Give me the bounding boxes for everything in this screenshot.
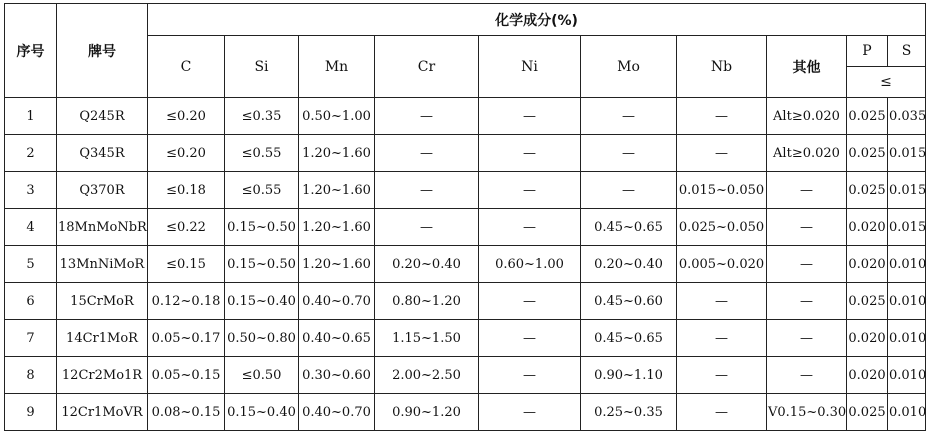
cell-ni: — bbox=[479, 209, 581, 246]
cell-c: 0.12~0.18 bbox=[148, 283, 225, 320]
cell-seq: 1 bbox=[5, 98, 57, 135]
header-si: Si bbox=[225, 36, 299, 98]
cell-s: 0.010 bbox=[888, 246, 926, 283]
chemical-composition-table bbox=[4, 3, 926, 431]
cell-cr: 0.90~1.20 bbox=[375, 394, 479, 431]
cell-mn: 0.30~0.60 bbox=[299, 357, 375, 394]
cell-grade: 12Cr2Mo1R bbox=[57, 357, 148, 394]
cell-nb: 0.005~0.020 bbox=[677, 246, 767, 283]
cell-si: 0.15~0.40 bbox=[225, 283, 299, 320]
cell-p: 0.025 bbox=[847, 394, 888, 431]
cell-grade: Q345R bbox=[57, 135, 148, 172]
cell-other: V0.15~0.30 bbox=[767, 394, 847, 431]
cell-cr: — bbox=[375, 98, 479, 135]
cell-grade: Q370R bbox=[57, 172, 148, 209]
cell-cr: — bbox=[375, 209, 479, 246]
header-nb: Nb bbox=[677, 36, 767, 98]
cell-other: — bbox=[767, 172, 847, 209]
cell-nb: — bbox=[677, 394, 767, 431]
header-mo: Mo bbox=[581, 36, 677, 98]
header-composition: 化学成分(%) bbox=[148, 4, 926, 36]
cell-mo: 0.25~0.35 bbox=[581, 394, 677, 431]
cell-c: ≤0.20 bbox=[148, 98, 225, 135]
header-s: S bbox=[888, 36, 926, 67]
header-ni: Ni bbox=[479, 36, 581, 98]
header-mn: Mn bbox=[299, 36, 375, 98]
cell-mn: 1.20~1.60 bbox=[299, 135, 375, 172]
cell-ni: — bbox=[479, 98, 581, 135]
header-max-symbol: ≤ bbox=[847, 67, 926, 98]
cell-nb: 0.015~0.050 bbox=[677, 172, 767, 209]
cell-c: ≤0.15 bbox=[148, 246, 225, 283]
cell-s: 0.035 bbox=[888, 98, 926, 135]
cell-mn: 0.40~0.70 bbox=[299, 394, 375, 431]
cell-grade: 15CrMoR bbox=[57, 283, 148, 320]
cell-grade: 13MnNiMoR bbox=[57, 246, 148, 283]
cell-grade: Q245R bbox=[57, 98, 148, 135]
composition-table-sheet bbox=[4, 3, 926, 432]
cell-ni: — bbox=[479, 172, 581, 209]
cell-other: Alt≥0.020 bbox=[767, 135, 847, 172]
cell-nb: — bbox=[677, 357, 767, 394]
header-cr: Cr bbox=[375, 36, 479, 98]
cell-mo: 0.45~0.65 bbox=[581, 209, 677, 246]
cell-p: 0.020 bbox=[847, 246, 888, 283]
cell-cr: 1.15~1.50 bbox=[375, 320, 479, 357]
cell-ni: — bbox=[479, 283, 581, 320]
table-row bbox=[5, 98, 926, 135]
cell-mo: 0.20~0.40 bbox=[581, 246, 677, 283]
cell-ni: — bbox=[479, 357, 581, 394]
cell-grade: 12Cr1MoVR bbox=[57, 394, 148, 431]
cell-mo: — bbox=[581, 135, 677, 172]
cell-cr: — bbox=[375, 172, 479, 209]
cell-seq: 9 bbox=[5, 394, 57, 431]
cell-other: — bbox=[767, 209, 847, 246]
cell-si: ≤0.55 bbox=[225, 172, 299, 209]
cell-c: ≤0.20 bbox=[148, 135, 225, 172]
table-row bbox=[5, 394, 926, 431]
cell-seq: 7 bbox=[5, 320, 57, 357]
cell-cr: 0.80~1.20 bbox=[375, 283, 479, 320]
cell-c: 0.05~0.15 bbox=[148, 357, 225, 394]
table-row bbox=[5, 357, 926, 394]
table-row bbox=[5, 172, 926, 209]
cell-p: 0.025 bbox=[847, 172, 888, 209]
cell-seq: 4 bbox=[5, 209, 57, 246]
table-row bbox=[5, 209, 926, 246]
table-row bbox=[5, 283, 926, 320]
cell-cr: 2.00~2.50 bbox=[375, 357, 479, 394]
cell-p: 0.020 bbox=[847, 209, 888, 246]
cell-p: 0.020 bbox=[847, 320, 888, 357]
cell-s: 0.010 bbox=[888, 357, 926, 394]
cell-mn: 1.20~1.60 bbox=[299, 172, 375, 209]
cell-p: 0.025 bbox=[847, 135, 888, 172]
cell-mo: 0.90~1.10 bbox=[581, 357, 677, 394]
cell-si: 0.50~0.80 bbox=[225, 320, 299, 357]
cell-seq: 6 bbox=[5, 283, 57, 320]
cell-mn: 0.40~0.65 bbox=[299, 320, 375, 357]
cell-mn: 0.40~0.70 bbox=[299, 283, 375, 320]
cell-s: 0.015 bbox=[888, 135, 926, 172]
cell-cr: 0.20~0.40 bbox=[375, 246, 479, 283]
cell-ni: — bbox=[479, 135, 581, 172]
table-body bbox=[5, 98, 926, 431]
cell-seq: 5 bbox=[5, 246, 57, 283]
table-row bbox=[5, 246, 926, 283]
cell-si: 0.15~0.40 bbox=[225, 394, 299, 431]
cell-nb: — bbox=[677, 135, 767, 172]
cell-p: 0.025 bbox=[847, 98, 888, 135]
header-seq: 序号 bbox=[5, 4, 57, 98]
cell-c: 0.08~0.15 bbox=[148, 394, 225, 431]
cell-c: ≤0.22 bbox=[148, 209, 225, 246]
cell-other: — bbox=[767, 246, 847, 283]
cell-si: ≤0.50 bbox=[225, 357, 299, 394]
cell-mn: 0.50~1.00 bbox=[299, 98, 375, 135]
cell-p: 0.020 bbox=[847, 357, 888, 394]
table-row bbox=[5, 320, 926, 357]
cell-seq: 8 bbox=[5, 357, 57, 394]
cell-ni: 0.60~1.00 bbox=[479, 246, 581, 283]
cell-ni: — bbox=[479, 320, 581, 357]
cell-c: ≤0.18 bbox=[148, 172, 225, 209]
cell-p: 0.025 bbox=[847, 283, 888, 320]
table-row bbox=[5, 135, 926, 172]
cell-other: — bbox=[767, 320, 847, 357]
cell-si: 0.15~0.50 bbox=[225, 246, 299, 283]
cell-cr: — bbox=[375, 135, 479, 172]
cell-other: — bbox=[767, 283, 847, 320]
cell-mo: — bbox=[581, 98, 677, 135]
cell-si: ≤0.55 bbox=[225, 135, 299, 172]
header-c: C bbox=[148, 36, 225, 98]
cell-si: ≤0.35 bbox=[225, 98, 299, 135]
cell-seq: 3 bbox=[5, 172, 57, 209]
cell-grade: 14Cr1MoR bbox=[57, 320, 148, 357]
cell-s: 0.010 bbox=[888, 320, 926, 357]
cell-nb: 0.025~0.050 bbox=[677, 209, 767, 246]
cell-mo: 0.45~0.60 bbox=[581, 283, 677, 320]
cell-mo: — bbox=[581, 172, 677, 209]
cell-s: 0.010 bbox=[888, 394, 926, 431]
cell-ni: — bbox=[479, 394, 581, 431]
cell-nb: — bbox=[677, 98, 767, 135]
header-grade: 牌号 bbox=[57, 4, 148, 98]
cell-seq: 2 bbox=[5, 135, 57, 172]
cell-mo: 0.45~0.65 bbox=[581, 320, 677, 357]
cell-s: 0.010 bbox=[888, 283, 926, 320]
cell-nb: — bbox=[677, 283, 767, 320]
cell-si: 0.15~0.50 bbox=[225, 209, 299, 246]
cell-mn: 1.20~1.60 bbox=[299, 209, 375, 246]
cell-s: 0.015 bbox=[888, 209, 926, 246]
cell-nb: — bbox=[677, 320, 767, 357]
header-p: P bbox=[847, 36, 888, 67]
cell-other: — bbox=[767, 357, 847, 394]
cell-other: Alt≥0.020 bbox=[767, 98, 847, 135]
cell-mn: 1.20~1.60 bbox=[299, 246, 375, 283]
cell-c: 0.05~0.17 bbox=[148, 320, 225, 357]
header-other: 其他 bbox=[767, 36, 847, 98]
cell-grade: 18MnMoNbR bbox=[57, 209, 148, 246]
cell-s: 0.015 bbox=[888, 172, 926, 209]
